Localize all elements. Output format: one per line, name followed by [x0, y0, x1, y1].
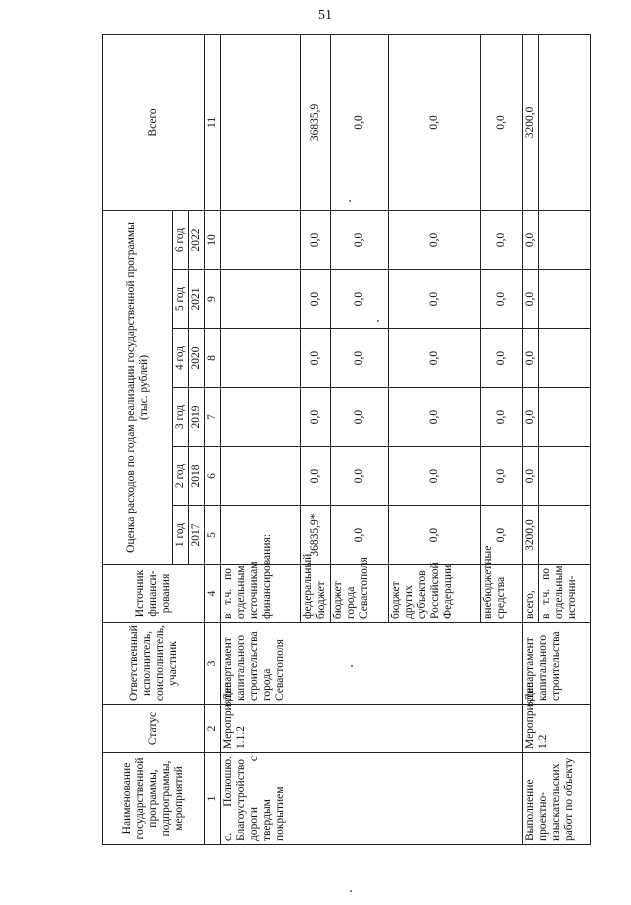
measure-status: Мероприятие 1.2 — [523, 705, 591, 753]
value-cell — [221, 388, 301, 447]
year-value: 2020 — [189, 329, 205, 388]
value-cell: 0,0 — [523, 329, 539, 388]
value-cell: 36835,9* — [301, 506, 331, 565]
measure-executor: Департамент капитального строительства — [523, 623, 591, 705]
year-label: 6 год — [173, 210, 189, 269]
scan-speck — [349, 200, 351, 202]
year-value: 2021 — [189, 270, 205, 329]
scan-speck — [351, 665, 353, 667]
year-value: 2018 — [189, 447, 205, 506]
funding-source: бюджет города Севастополя — [331, 565, 389, 623]
value-cell: 0,0 — [301, 329, 331, 388]
header-name: Наименование государственной программы, подпрограммы, мероприятий — [103, 753, 205, 845]
table-row — [221, 34, 301, 844]
table-row — [523, 34, 539, 844]
value-cell: 0,0 — [523, 270, 539, 329]
value-cell: 3200,0 — [523, 506, 539, 565]
total-cell: 0,0 — [331, 34, 389, 210]
measure-executor: Департамент капитального строительства города Севастополя — [221, 623, 523, 705]
value-cell: 0,0 — [331, 388, 389, 447]
value-cell: 0,0 — [331, 210, 389, 269]
column-index: 3 — [205, 623, 221, 705]
value-cell: 0,0 — [523, 447, 539, 506]
value-cell — [221, 210, 301, 269]
year-label: 2 год — [173, 447, 189, 506]
year-value: 2019 — [189, 388, 205, 447]
measure-status: Мероприятие 1.1.2 — [221, 705, 523, 753]
value-cell: 0,0 — [389, 329, 481, 388]
value-cell: 0,0 — [523, 388, 539, 447]
value-cell — [221, 447, 301, 506]
value-cell: 0,0 — [301, 388, 331, 447]
value-cell — [539, 447, 591, 506]
value-cell: 0,0 — [301, 447, 331, 506]
scan-speck — [377, 320, 379, 322]
value-cell: 0,0 — [331, 270, 389, 329]
column-index: 1 — [205, 753, 221, 845]
value-cell — [539, 210, 591, 269]
value-cell: 0,0 — [301, 210, 331, 269]
budget-table — [102, 34, 591, 845]
header-status: Статус — [103, 705, 205, 753]
funding-source: всего, — [523, 565, 539, 623]
value-cell: 0,0 — [481, 329, 523, 388]
value-cell — [539, 506, 591, 565]
column-index: 4 — [205, 565, 221, 623]
value-cell — [221, 270, 301, 329]
header-executor: Ответственный исполнитель, соисполнитель, участник — [103, 623, 205, 705]
measure-name: Выполнение проектно-изыскательских работ по объекту — [523, 753, 591, 845]
value-cell: 0,0 — [481, 447, 523, 506]
total-cell: 3200,0 — [523, 34, 539, 210]
value-cell: 0,0 — [389, 270, 481, 329]
value-cell: 0,0 — [389, 506, 481, 565]
total-cell: 0,0 — [389, 34, 481, 210]
column-index: 10 — [205, 210, 221, 269]
value-cell: 0,0 — [481, 506, 523, 565]
value-cell: 0,0 — [481, 270, 523, 329]
total-cell: 36835,9 — [301, 34, 331, 210]
value-cell: 0,0 — [481, 210, 523, 269]
funding-source: в т.ч. по отдельным источникам финансирования: — [221, 565, 301, 623]
budget-table-rotated — [102, 35, 590, 845]
funding-source: в т.ч. по отдельным источни- — [539, 565, 591, 623]
value-cell — [539, 388, 591, 447]
total-cell: 0,0 — [481, 34, 523, 210]
year-label: 3 год — [173, 388, 189, 447]
value-cell — [539, 329, 591, 388]
column-index: 8 — [205, 329, 221, 388]
header-row — [103, 34, 173, 844]
scan-speck — [350, 890, 352, 892]
year-label: 4 год — [173, 329, 189, 388]
page-number: 51 — [318, 8, 332, 23]
value-cell: 0,0 — [481, 388, 523, 447]
year-label: 5 год — [173, 270, 189, 329]
total-cell — [539, 34, 591, 210]
year-value: 2022 — [189, 210, 205, 269]
header-source: Источник финанси-рования — [103, 565, 205, 623]
column-index: 11 — [205, 34, 221, 210]
value-cell: 0,0 — [301, 270, 331, 329]
column-index: 9 — [205, 270, 221, 329]
year-label: 1 год — [173, 506, 189, 565]
funding-source: бюджет других субъектов Российской Федерации — [389, 565, 481, 623]
funding-source: внебюджетные средства — [481, 565, 523, 623]
value-cell: 0,0 — [331, 447, 389, 506]
header-estimate: Оценка расходов по годам реализации государственной программы (тыс. рублей) — [103, 210, 173, 564]
value-cell: 0,0 — [389, 388, 481, 447]
year-value: 2017 — [189, 506, 205, 565]
value-cell: 0,0 — [389, 447, 481, 506]
value-cell — [539, 270, 591, 329]
column-index-row — [205, 34, 221, 844]
value-cell: 0,0 — [331, 506, 389, 565]
column-index: 5 — [205, 506, 221, 565]
total-cell — [221, 34, 301, 210]
funding-source: федеральный бюджет — [301, 565, 331, 623]
header-total: Всего — [103, 34, 205, 210]
value-cell: 0,0 — [331, 329, 389, 388]
column-index: 6 — [205, 447, 221, 506]
column-index: 7 — [205, 388, 221, 447]
value-cell — [221, 329, 301, 388]
column-index: 2 — [205, 705, 221, 753]
value-cell: 0,0 — [523, 210, 539, 269]
value-cell: 0,0 — [389, 210, 481, 269]
measure-name: с. Полюшко. Благоустройство дороги с твердым покрытием — [221, 753, 523, 845]
